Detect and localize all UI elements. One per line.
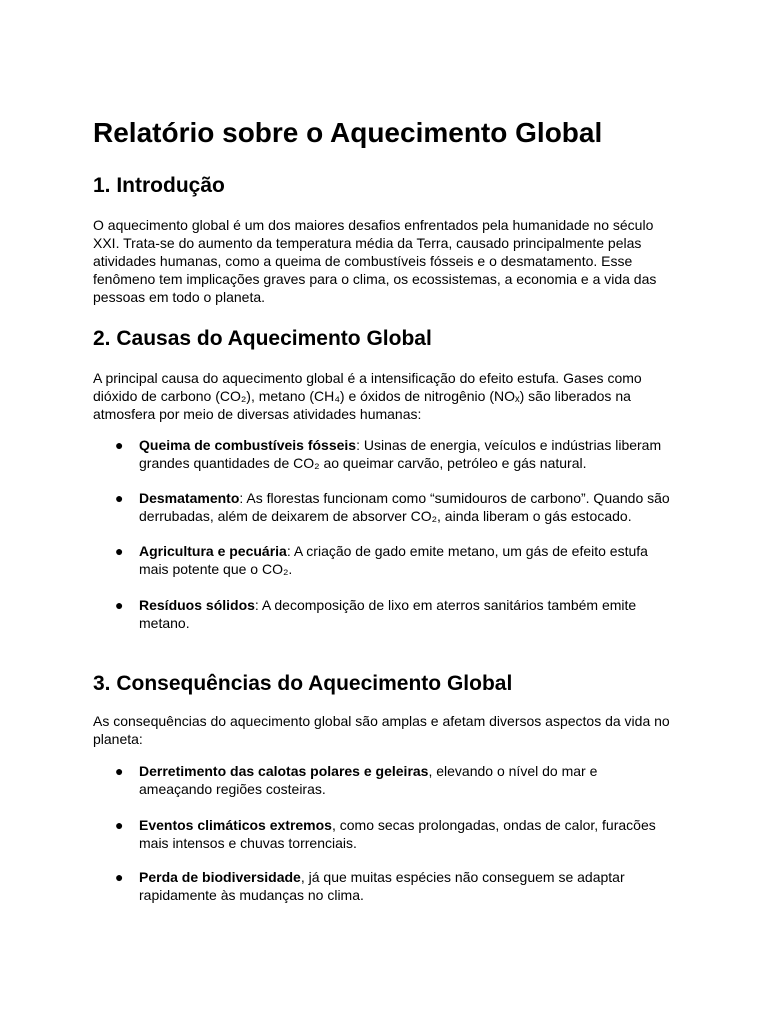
- list-item-description: , elevando o nível do mar e ameaçando regiões costeiras.: [139, 763, 598, 797]
- document-title: Relatório sobre o Aquecimento Global: [93, 117, 603, 148]
- list-item-description: , já que muitas espécies não conseguem se adaptar rapidamente às mudanças no clima.: [139, 869, 625, 903]
- list-item-description: , como secas prolongadas, ondas de calor, furacões mais intensos e chuvas torrenciais.: [139, 817, 656, 851]
- section-heading-causas: 2. Causas do Aquecimento Global: [93, 327, 432, 350]
- list-item-text: [139, 816, 673, 852]
- list-item-term: Perda de biodiversidade: [139, 869, 301, 885]
- section-heading-introducao: 1. Introdução: [93, 174, 225, 197]
- bullet-icon: ●: [115, 597, 124, 613]
- list-item-description: : Usinas de energia, veículos e indústrias liberam grandes quantidades de CO₂ ao queimar carvão, petróleo e gás natural.: [139, 437, 662, 471]
- bullet-icon: ●: [115, 869, 124, 885]
- list-item-term: Desmatamento: [139, 490, 240, 506]
- list-item-text: [139, 542, 673, 578]
- list-item-text: [139, 596, 673, 632]
- list-item-term: Eventos climáticos extremos: [139, 817, 332, 833]
- list-item-text: [139, 762, 673, 798]
- list-item-term: Agricultura e pecuária: [139, 543, 287, 559]
- list-item-text: [139, 436, 673, 472]
- bullet-icon: ●: [115, 763, 124, 779]
- section-paragraph-causas: A principal causa do aquecimento global é a intensificação do efeito estufa. Gases como dióxido de carbono (CO₂), metano (CH₄) e óxidos de nitrogênio (NOₓ) são liberados na atmosfera por meio de diversas atividades humanas:: [93, 370, 642, 422]
- list-item-term: Derretimento das calotas polares e geleiras: [139, 763, 429, 779]
- list-item-term: Queima de combustíveis fósseis: [139, 437, 357, 453]
- bullet-icon: ●: [115, 817, 124, 833]
- section-paragraph-consequencias: As consequências do aquecimento global são amplas e afetam diversos aspectos da vida no planeta:: [93, 713, 670, 747]
- list-item-term: Resíduos sólidos: [139, 597, 255, 613]
- section-paragraph-introducao: O aquecimento global é um dos maiores desafios enfrentados pela humanidade no século XXI. Trata-se do aumento da temperatura média da Terra, causado principalmente pelas atividades humanas, como a queima de combustíveis fósseis e o desmatamento. Esse fenômeno tem implicações graves para o clima, os ecossistemas, a economia e a vida das pessoas em todo o planeta.: [93, 217, 657, 305]
- section-heading-consequencias: 3. Consequências do Aquecimento Global: [93, 672, 513, 695]
- list-item-description: : A criação de gado emite metano, um gás de efeito estufa mais potente que o CO₂.: [139, 543, 648, 577]
- list-item-description: : A decomposição de lixo em aterros sanitários também emite metano.: [139, 597, 637, 631]
- list-item-description: : As florestas funcionam como “sumidouros de carbono”. Quando são derrubadas, além de deixarem de absorver CO₂, ainda liberam o gás estocado.: [139, 490, 670, 524]
- bullet-icon: ●: [115, 437, 124, 453]
- bullet-icon: ●: [115, 490, 124, 506]
- list-item-text: [139, 489, 673, 525]
- bullet-icon: ●: [115, 543, 124, 559]
- list-item-text: [139, 868, 673, 904]
